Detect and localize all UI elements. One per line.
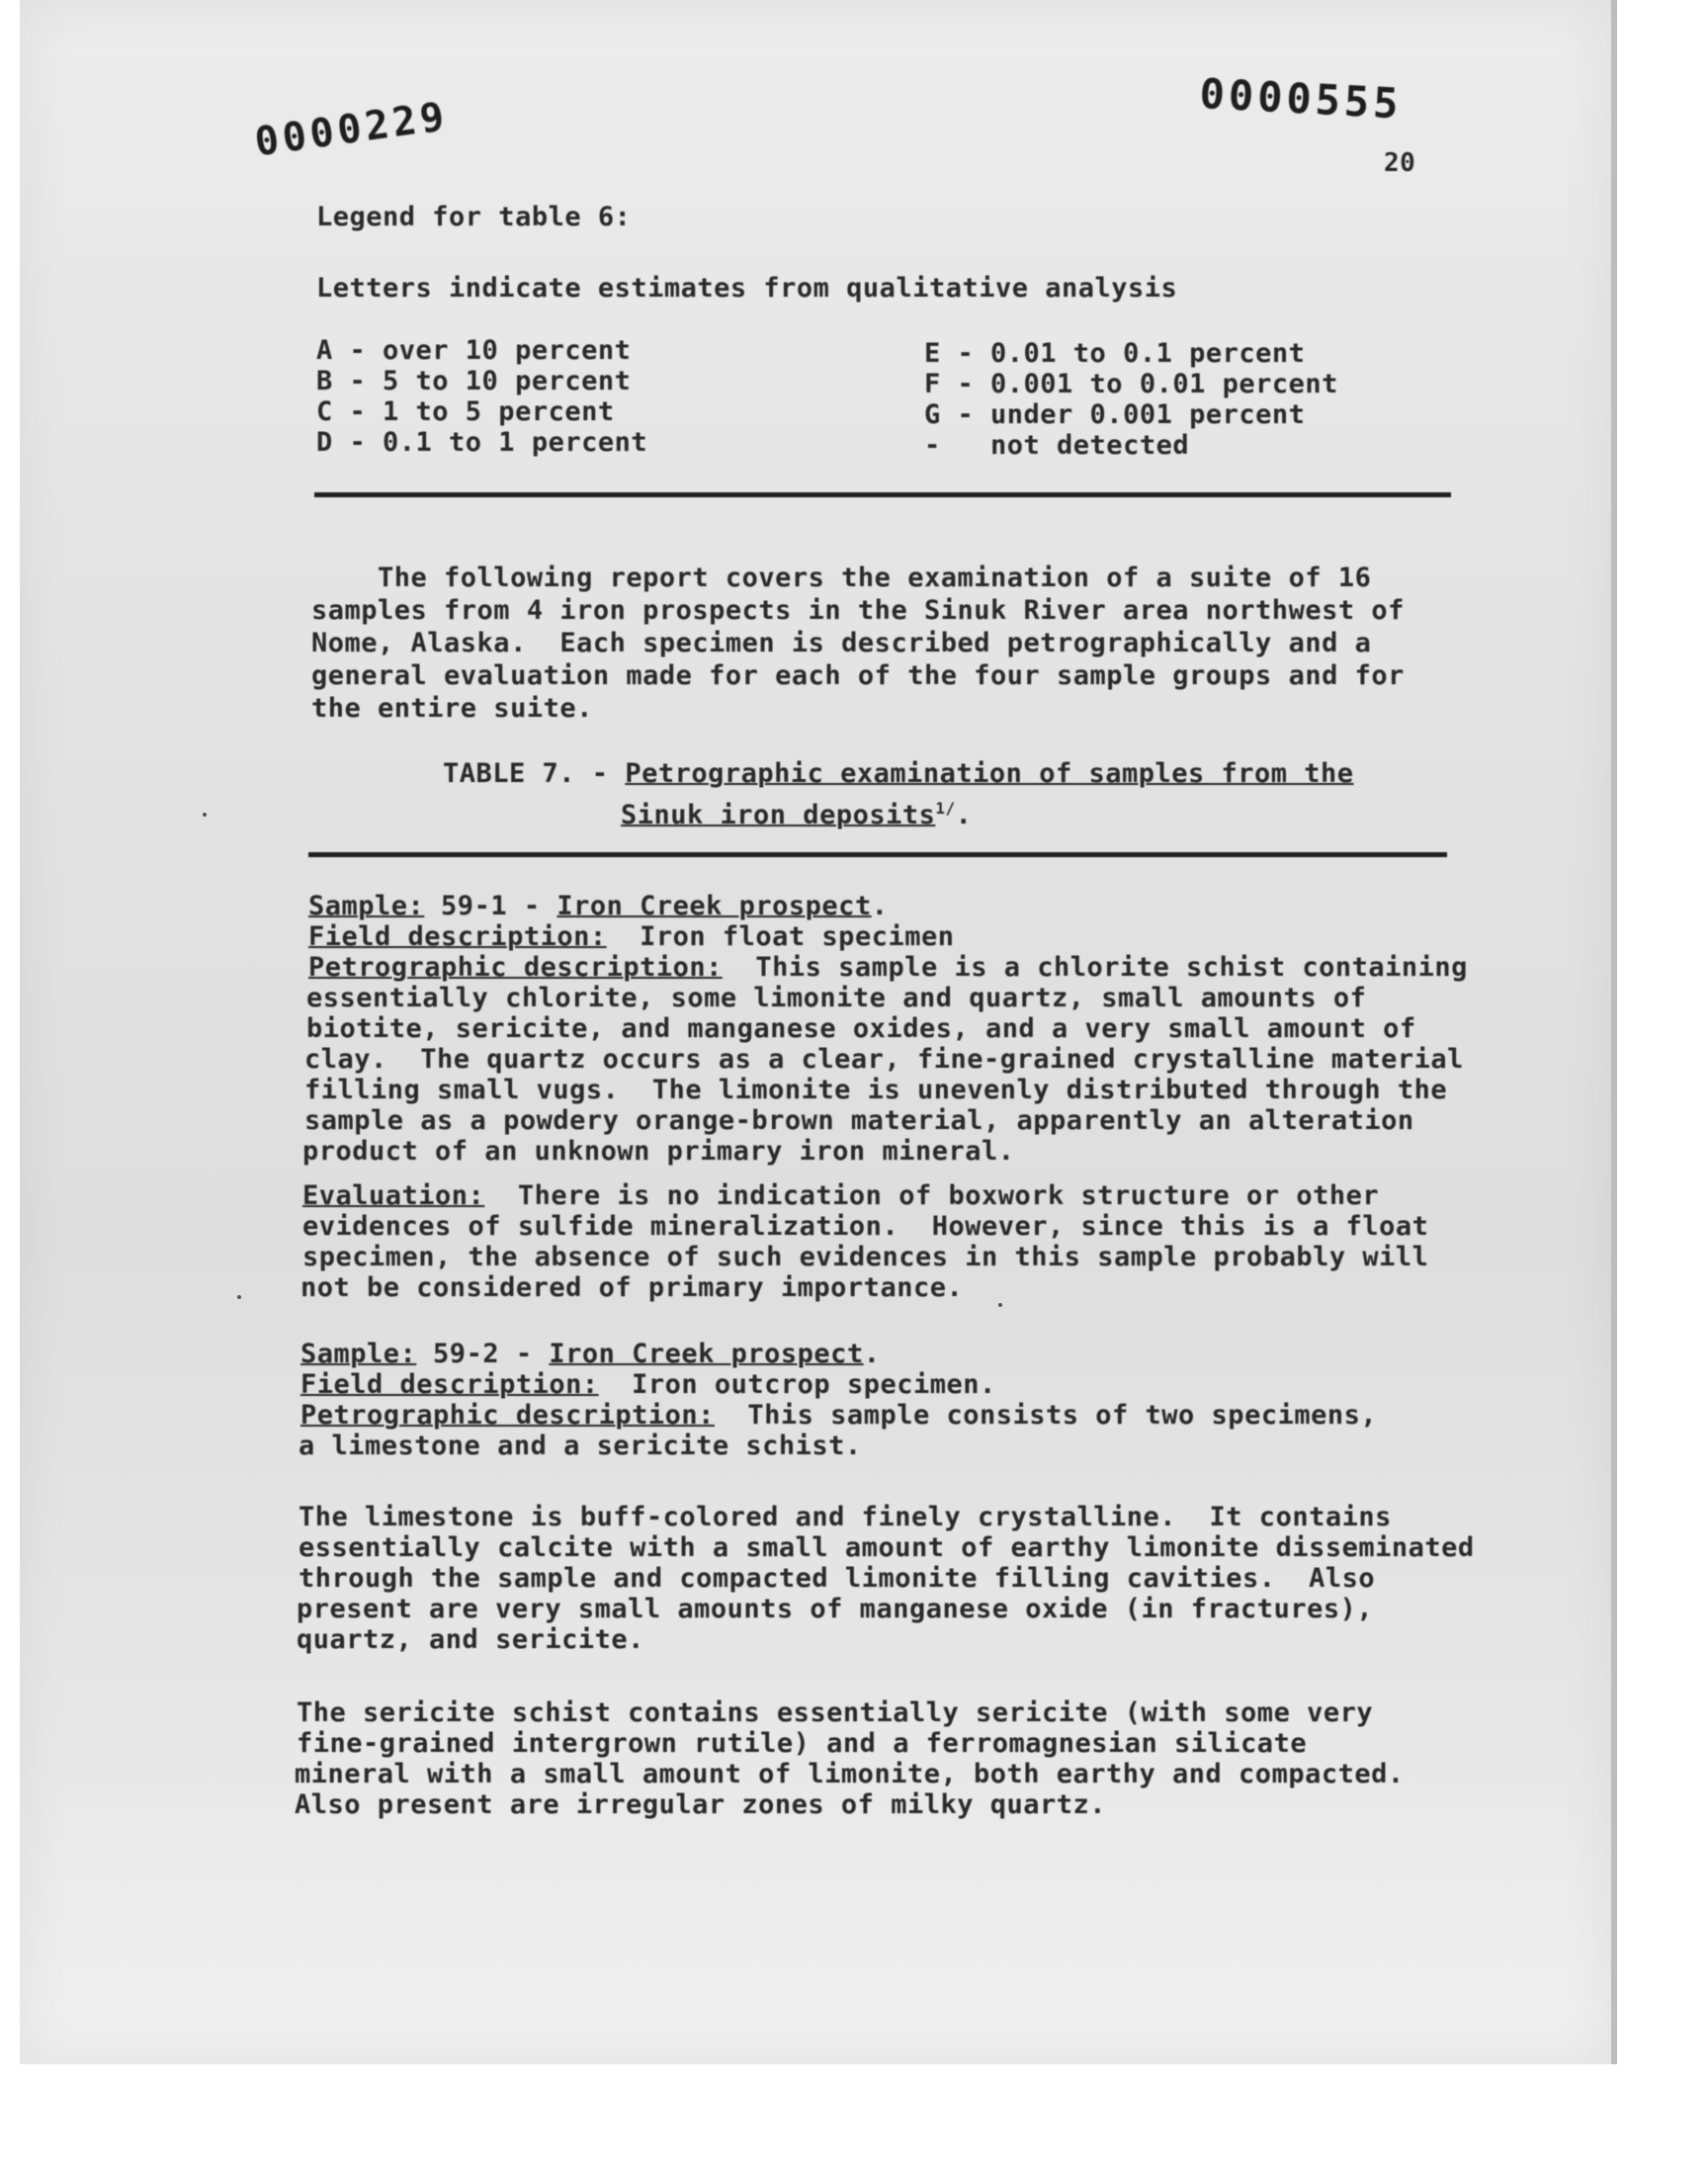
petro-line: product of an unknown primary iron mineral.: [302, 1136, 1015, 1167]
petro-line: clay. The quartz occurs as a clear, fine-grained crystalline material: [304, 1044, 1464, 1075]
legend-item: A - over 10 percent: [316, 335, 632, 366]
evaluation-line: evidences of sulfide mineralization. However, since this is a float: [302, 1211, 1429, 1242]
horizontal-rule: [314, 492, 1451, 497]
legend-title: Legend for table 6:: [316, 202, 632, 232]
field-description: [308, 922, 954, 952]
legend-item: E - 0.01 to 0.1 percent: [924, 338, 1306, 369]
sample-name: Iron Creek prospect: [549, 1339, 864, 1369]
sample-heading: [308, 892, 888, 921]
intro-line: Nome, Alaska. Each specimen is described petrographically and a: [311, 628, 1372, 658]
sample-id: 59-1 -: [424, 891, 557, 921]
table-title: [443, 759, 1354, 789]
petro-text: This sample is a chlorite schist containing: [722, 952, 1468, 983]
petrographic-description: [300, 1401, 1377, 1431]
sample-heading: [300, 1340, 880, 1369]
evaluation-label: Evaluation:: [302, 1180, 485, 1211]
sample-end: .: [871, 891, 889, 921]
sample-end: .: [863, 1339, 881, 1369]
field-label: Field description:: [308, 921, 607, 952]
limestone-line: through the sample and compacted limonite filling cavities. Also: [299, 1563, 1376, 1594]
legend-item: G - under 0.001 percent: [924, 399, 1306, 430]
limestone-line: The limestone is buff-colored and finely crystalline. It contains: [299, 1502, 1392, 1532]
field-text: Iron outcrop specimen.: [598, 1369, 996, 1400]
table-title-line1: Petrographic examination of samples from the: [625, 758, 1354, 789]
scan-speck: [203, 813, 207, 817]
document-stamp-number: 0000555: [1198, 69, 1404, 129]
evaluation-text: There is no indication of boxwork structure or other: [484, 1180, 1380, 1211]
scan-speck: [998, 1303, 1002, 1307]
petro-line: a limestone and a sericite schist.: [299, 1431, 862, 1461]
table-title-prefix: TABLE 7. -: [443, 758, 626, 789]
scan-speck: [237, 1295, 241, 1299]
petrographic-description: [308, 953, 1468, 983]
intro-line: The following report covers the examination of a suite of 16: [311, 563, 1372, 593]
legend-item: C - 1 to 5 percent: [316, 396, 615, 427]
footnote-marker: 1/: [935, 799, 956, 818]
sample-label: Sample:: [308, 891, 425, 921]
petro-line: filling small vugs. The limonite is unevenly distributed through the: [304, 1075, 1448, 1105]
intro-line: general evaluation made for each of the four sample groups and for: [311, 660, 1405, 691]
petro-line: biotite, sericite, and manganese oxides, and a very small amount of: [306, 1013, 1416, 1044]
evaluation: [302, 1181, 1379, 1211]
schist-line: Also present are irregular zones of milky quartz.: [295, 1789, 1107, 1820]
petro-text: This sample consists of two specimens,: [714, 1400, 1378, 1431]
field-label: Field description:: [300, 1369, 599, 1400]
legend-item: F - 0.001 to 0.01 percent: [924, 369, 1338, 399]
schist-line: mineral with a small amount of limonite, both earthy and compacted.: [295, 1759, 1405, 1789]
legend-subtitle: Letters indicate estimates from qualitative analysis: [316, 273, 1178, 304]
sample-name: Iron Creek prospect: [556, 891, 872, 921]
evaluation-line: specimen, the absence of such evidences in this sample probably will: [302, 1242, 1429, 1272]
legend-item: B - 5 to 10 percent: [316, 366, 632, 396]
field-text: Iron float specimen: [606, 921, 955, 952]
sample-id: 59-2 -: [416, 1339, 550, 1369]
petro-line: sample as a powdery orange-brown material, apparently an alteration: [304, 1105, 1414, 1136]
schist-line: The sericite schist contains essentially sericite (with some very: [297, 1697, 1374, 1728]
petro-line: essentially chlorite, some limonite and quartz, small amounts of: [306, 983, 1367, 1013]
horizontal-rule: [308, 852, 1447, 857]
table-title-end: .: [955, 800, 973, 830]
evaluation-line: not be considered of primary importance.: [300, 1272, 964, 1303]
page-number: 20: [1384, 148, 1416, 178]
petro-label: Petrographic description:: [300, 1400, 715, 1431]
intro-line: the entire suite.: [311, 693, 593, 724]
bottom-margin: [0, 2064, 1708, 2175]
schist-line: fine-grained intergrown rutile) and a ferromagnesian silicate: [297, 1728, 1308, 1759]
petro-label: Petrographic description:: [308, 952, 723, 983]
intro-line: samples from 4 iron prospects in the Sinuk River area northwest of: [311, 595, 1405, 626]
limestone-line: quartz, and sericite.: [297, 1624, 644, 1655]
document-stamp-number-rotated: 0000229: [252, 93, 452, 166]
table-title-line2: Sinuk iron deposits: [621, 800, 936, 830]
limestone-line: essentially calcite with a small amount of earthy limonite disseminated: [299, 1532, 1475, 1563]
sheet-edge: [1611, 0, 1617, 2064]
sample-label: Sample:: [300, 1339, 417, 1369]
table-title-continued: [621, 794, 972, 830]
field-description: [300, 1370, 996, 1400]
legend-item: D - 0.1 to 1 percent: [316, 427, 648, 458]
legend-item: - not detected: [924, 430, 1190, 461]
limestone-line: present are very small amounts of manganese oxide (in fractures),: [297, 1594, 1374, 1624]
